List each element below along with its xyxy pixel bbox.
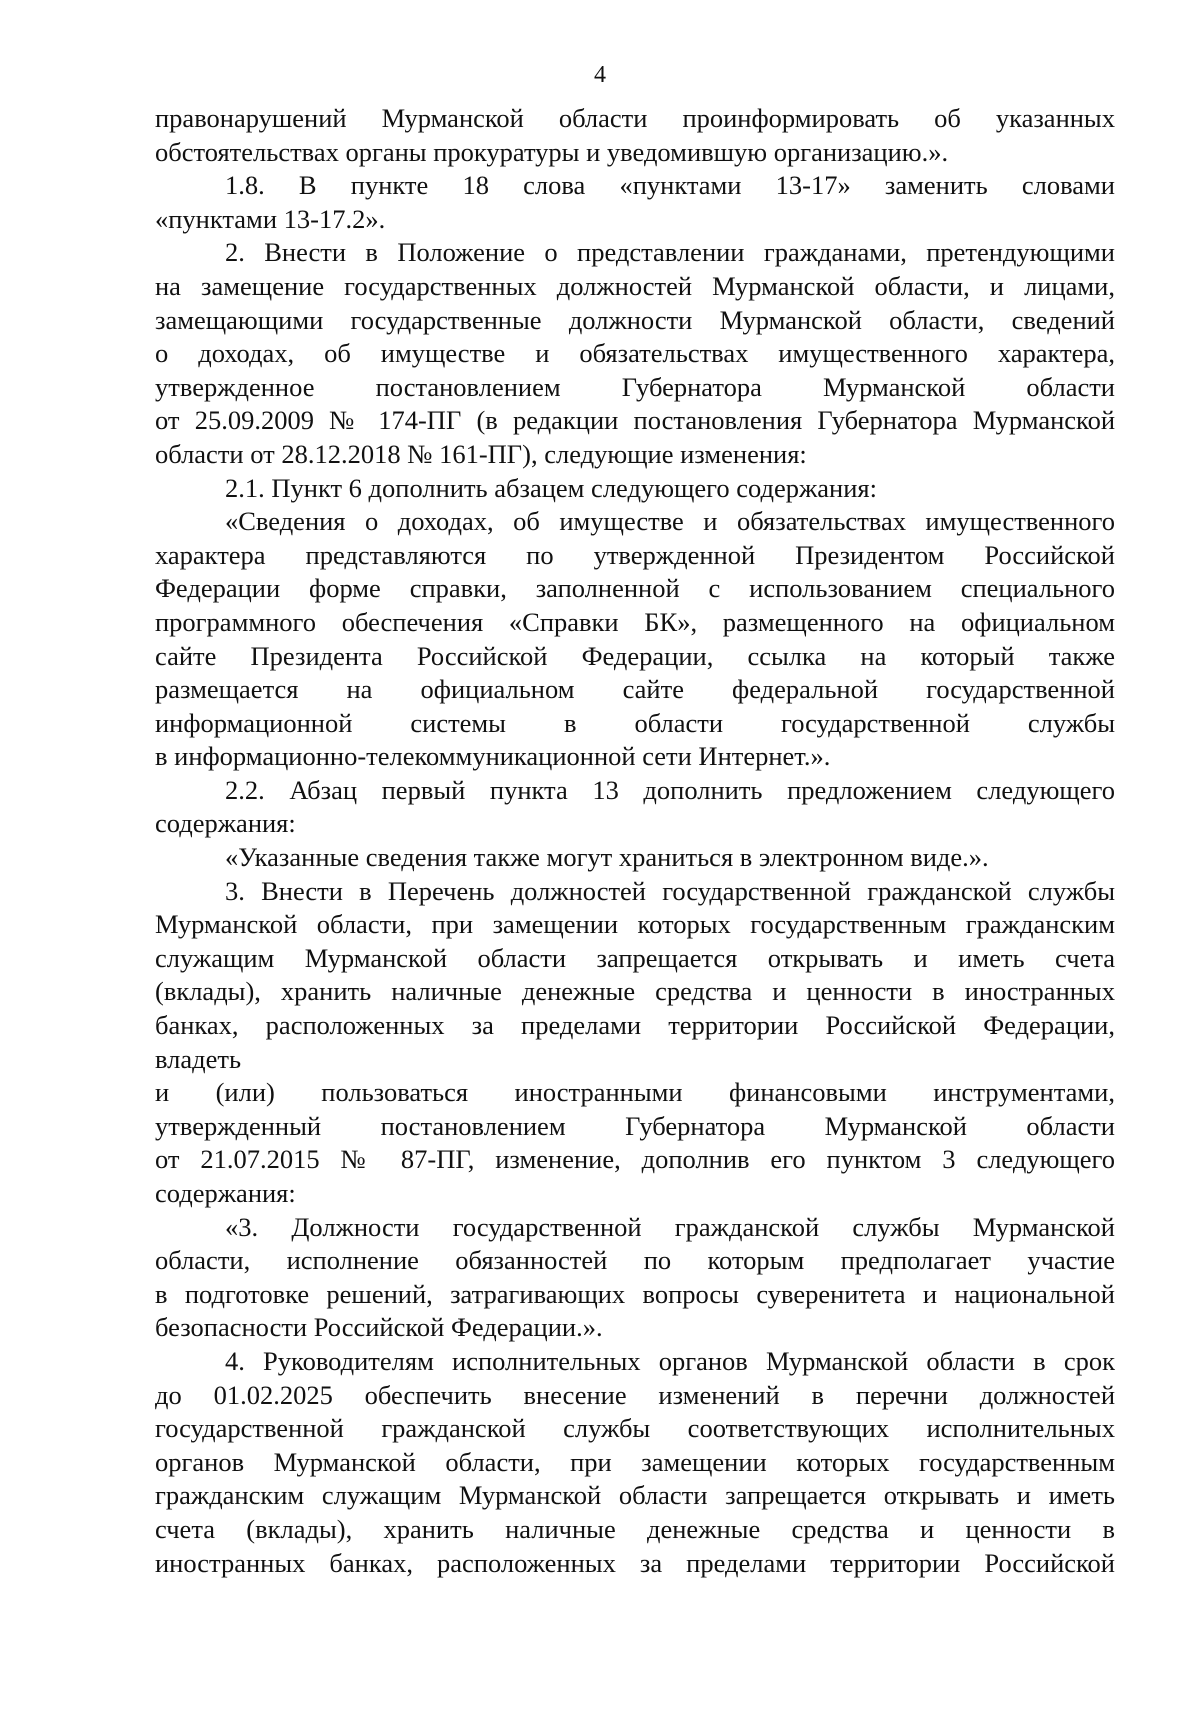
text-line: Федерации форме справки, заполненной с использованием специального: [155, 573, 1115, 604]
text-line: «пунктами 13-17.2».: [155, 203, 386, 234]
text-line: гражданским служащим Мурманской области запрещается открывать и иметь: [155, 1480, 1115, 1511]
text-line: информационной системы в области государственной службы: [155, 707, 1115, 738]
text-line: «Указанные сведения также могут храниться в электронном виде.».: [225, 842, 989, 873]
text-line: утвержденное постановлением Губернатора Мурманской области: [155, 371, 1115, 402]
text-line: органов Мурманской области, при замещении которых государственным: [155, 1446, 1115, 1477]
text-line: 2. Внести в Положение о представлении гражданами, претендующими: [225, 237, 1115, 268]
text-line: области от 28.12.2018 № 161-ПГ), следующие изменения:: [155, 438, 807, 469]
text-line: до 01.02.2025 обеспечить внесение изменений в перечни должностей: [155, 1379, 1115, 1410]
text-line: безопасности Российской Федерации.».: [155, 1312, 603, 1343]
text-line: о доходах, об имуществе и обязательствах имущественного характера,: [155, 338, 1115, 369]
text-line: содержания:: [155, 808, 296, 839]
text-line: в подготовке решений, затрагивающих вопросы суверенитета и национальной: [155, 1278, 1115, 1309]
text-line: 1.8. В пункте 18 слова «пунктами 13-17» заменить словами: [225, 170, 1115, 201]
text-line: содержания:: [155, 1178, 296, 1208]
text-line: (вклады), хранить наличные денежные средства и ценности в иностранных: [155, 976, 1115, 1007]
text-line: счета (вклады), хранить наличные денежные средства и ценности в: [155, 1513, 1115, 1544]
text-line: Мурманской области, при замещении которых государственным гражданским: [155, 909, 1115, 940]
text-line: 2.1. Пункт 6 дополнить абзацем следующего содержания:: [225, 472, 877, 503]
text-line: 3. Внести в Перечень должностей государственной гражданской службы: [225, 875, 1115, 906]
text-line: характера представляются по утвержденной Президентом Российской: [155, 539, 1115, 570]
text-line: сайте Президента Российской Федерации, ссылка на который также: [155, 640, 1115, 671]
text-line: «3. Должности государственной гражданской службы Мурманской: [225, 1211, 1115, 1242]
text-line: размещается на официальном сайте федеральной государственной: [155, 674, 1115, 705]
text-line: от 25.09.2009 № 174-ПГ (в редакции постановления Губернатора Мурманской: [155, 405, 1115, 436]
text-line: правонарушений Мурманской области проинформировать об указанных: [155, 103, 1115, 133]
text-line: банках, расположенных за пределами территории Российской Федерации,: [155, 1010, 1115, 1041]
text-line: 4. Руководителям исполнительных органов Мурманской области в срок: [225, 1345, 1115, 1376]
text-line: на замещение государственных должностей Мурманской области, и лицами,: [155, 270, 1115, 301]
text-line: в информационно-телекоммуникационной сети Интернет.».: [155, 741, 831, 772]
text-line: программного обеспечения «Справки БК», размещенного на официальном: [155, 606, 1115, 637]
text-line: области, исполнение обязанностей по которым предполагает участие: [155, 1245, 1115, 1276]
text-line: утвержденный постановлением Губернатора Мурманской области: [155, 1110, 1115, 1141]
document-body: [155, 102, 1115, 1580]
text-line: обстоятельствах органы прокуратуры и уведомившую организацию.».: [155, 136, 949, 167]
text-line: «Сведения о доходах, об имуществе и обязательствах имущественного: [225, 506, 1115, 537]
text-line: иностранных банках, расположенных за пределами территории Российской: [155, 1547, 1115, 1578]
text-line: владеть: [155, 1043, 242, 1074]
text-line: и (или) пользоваться иностранными финансовыми инструментами,: [155, 1077, 1115, 1108]
text-line: замещающими государственные должности Мурманской области, сведений: [155, 304, 1115, 335]
text-line: государственной гражданской службы соответствующих исполнительных: [155, 1413, 1115, 1444]
text-line: 2.2. Абзац первый пункта 13 дополнить предложением следующего: [225, 774, 1115, 805]
text-line: от 21.07.2015 № 87-ПГ, изменение, дополнив его пунктом 3 следующего: [155, 1144, 1115, 1175]
page-number: 4: [594, 62, 606, 88]
text-line: служащим Мурманской области запрещается открывать и иметь счета: [155, 942, 1115, 973]
